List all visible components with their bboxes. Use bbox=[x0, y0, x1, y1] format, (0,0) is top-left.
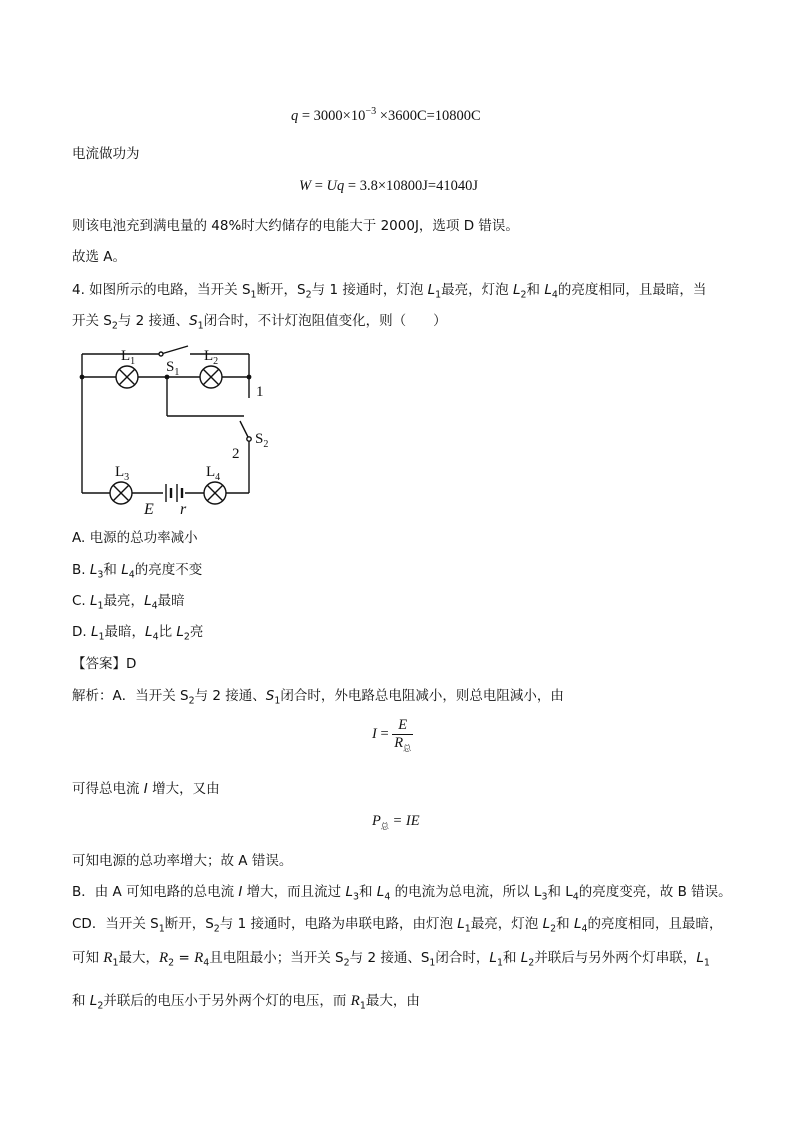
text: L bbox=[512, 282, 521, 298]
analysis-cd-1 bbox=[72, 914, 723, 934]
sub: 1 bbox=[703, 957, 710, 969]
text: L bbox=[89, 993, 98, 1009]
text: I bbox=[238, 884, 243, 900]
junction-node bbox=[247, 375, 252, 380]
label-emf: E bbox=[144, 501, 154, 518]
label-s2: $S_2$ bbox=[255, 431, 269, 450]
sub: 4 bbox=[551, 289, 558, 301]
text: 的亮度不变 bbox=[134, 562, 203, 578]
text: 最亮， bbox=[103, 593, 145, 609]
sub: 2 bbox=[168, 957, 175, 969]
text: 和 bbox=[103, 562, 122, 578]
text: 与 2 接通、 bbox=[194, 688, 266, 704]
text: L bbox=[544, 282, 552, 298]
lamp-l2 bbox=[200, 366, 222, 388]
switch-contact bbox=[247, 437, 251, 441]
text: 和 L bbox=[547, 884, 573, 900]
sub: 4 bbox=[128, 569, 135, 581]
sub: 1 bbox=[98, 631, 105, 643]
sub: 1 bbox=[496, 957, 503, 969]
formula-part: = 3000×10 bbox=[298, 108, 366, 124]
text: L bbox=[457, 916, 465, 932]
denominator bbox=[392, 734, 413, 752]
sub: 4 bbox=[151, 600, 158, 612]
text: 亮 bbox=[189, 624, 204, 640]
text: 的亮度变亮，故 B 错误。 bbox=[578, 884, 732, 900]
sub: 1 bbox=[429, 957, 436, 969]
text: R bbox=[103, 950, 113, 966]
text: 和 bbox=[72, 993, 90, 1009]
text: 最暗 bbox=[157, 593, 185, 609]
sub: 3 bbox=[541, 891, 548, 903]
text: L bbox=[427, 282, 436, 298]
formula-part: = bbox=[311, 178, 327, 194]
text: 增大，而且流过 bbox=[242, 884, 346, 900]
formula-var: P bbox=[372, 813, 381, 829]
switch-contact bbox=[159, 352, 163, 356]
sub: 1 bbox=[97, 600, 104, 612]
sub: 4 bbox=[152, 631, 159, 643]
formula-power bbox=[372, 813, 420, 830]
formula-part: = IE bbox=[388, 813, 420, 829]
text: D. bbox=[72, 624, 91, 640]
formula-ohm bbox=[372, 717, 413, 752]
sub: 4 bbox=[581, 923, 588, 935]
text: 最大，由 bbox=[365, 993, 420, 1009]
label-terminal-1: 1 bbox=[256, 384, 264, 400]
text: 最暗， bbox=[104, 624, 146, 640]
text: L bbox=[573, 916, 582, 932]
text: 与 1 接通时，灯泡 bbox=[311, 282, 428, 298]
sub: 2 bbox=[550, 923, 557, 935]
text: I bbox=[143, 781, 148, 797]
sub: 总 bbox=[403, 743, 412, 753]
analysis-b bbox=[72, 882, 732, 902]
text: 与 2 接通、 bbox=[117, 313, 190, 329]
text: 并联后的电压小于另外两个灯的电压，而 bbox=[103, 993, 351, 1009]
text: 比 bbox=[158, 624, 177, 640]
text: 与 1 接通时，电路为串联电路，由灯泡 bbox=[219, 916, 458, 932]
text: 的电流为总电流，所以 L bbox=[390, 884, 542, 900]
text: 的亮度相同，且最暗， bbox=[587, 916, 723, 932]
text: B．由 A 可知电路的总电流 bbox=[72, 884, 239, 900]
text: L bbox=[90, 593, 98, 609]
text: 可知 bbox=[72, 950, 104, 966]
sub: 总 bbox=[380, 821, 389, 831]
question-line-2 bbox=[72, 311, 447, 331]
analysis-current bbox=[72, 779, 220, 799]
text: L bbox=[90, 624, 99, 640]
circuit-diagram bbox=[60, 338, 290, 520]
switch-s2-blade bbox=[240, 421, 249, 439]
text: L bbox=[376, 884, 385, 900]
sub: 2 bbox=[97, 1000, 104, 1012]
text: L bbox=[89, 562, 98, 578]
answer: 【答案】D bbox=[72, 656, 137, 672]
text: R bbox=[194, 950, 204, 966]
text: = bbox=[174, 950, 195, 966]
sub: 1 bbox=[274, 695, 281, 707]
sub: 1 bbox=[250, 289, 257, 301]
formula-part: = 3.8×10800J=41040J bbox=[344, 178, 478, 194]
sub: 2 bbox=[305, 289, 312, 301]
text: 最亮，灯泡 bbox=[441, 282, 513, 298]
text: 可得总电流 bbox=[72, 781, 144, 797]
text: 与 2 接通、S bbox=[349, 950, 430, 966]
text: 4. 如图所示的电路，当开关 S bbox=[72, 282, 251, 298]
sub: 2 bbox=[213, 923, 220, 935]
sub: 1 bbox=[158, 923, 165, 935]
text: 闭合时，不计灯泡阻值变化，则（ ） bbox=[203, 313, 447, 329]
sub: 3 bbox=[352, 891, 359, 903]
formula-var: U bbox=[326, 178, 338, 194]
text: 的亮度相同，且最暗，当 bbox=[557, 282, 707, 298]
label-l2: $L_2$ bbox=[204, 348, 219, 367]
sub: 2 bbox=[183, 631, 190, 643]
lamp-l4 bbox=[204, 482, 226, 504]
text: 且电阻最小；当开关 S bbox=[209, 950, 344, 966]
lamp-l1 bbox=[116, 366, 138, 388]
text: L bbox=[489, 950, 497, 966]
sub: 1 bbox=[197, 320, 204, 332]
text: L bbox=[145, 624, 153, 640]
analysis-cd-2 bbox=[72, 948, 710, 968]
text: 和 bbox=[526, 282, 545, 298]
formula-var: R bbox=[394, 735, 404, 751]
text: 和 bbox=[502, 950, 521, 966]
text: S bbox=[189, 313, 198, 329]
label-s1: $S_1$ bbox=[166, 359, 180, 378]
text: 解析：A．当开关 S bbox=[72, 688, 189, 704]
text: 开关 S bbox=[72, 313, 112, 329]
work-label: 电流做功为 bbox=[72, 146, 140, 162]
sub: 4 bbox=[384, 891, 391, 903]
label-internal-resistance: r bbox=[180, 501, 187, 518]
text: L bbox=[345, 884, 353, 900]
label-l1: $L_1$ bbox=[121, 348, 136, 367]
text: 最亮，灯泡 bbox=[470, 916, 543, 932]
sub: 1 bbox=[435, 289, 442, 301]
sub: 4 bbox=[572, 891, 579, 903]
formula-part: = bbox=[376, 726, 393, 742]
text: 增大，又由 bbox=[147, 781, 220, 797]
formula-work bbox=[299, 178, 478, 195]
label-terminal-2: 2 bbox=[232, 446, 240, 462]
text: S bbox=[265, 688, 275, 704]
label-l3: $L_3$ bbox=[115, 464, 130, 483]
text: 闭合时，外电路总电阻减小，则总电阻減小，由 bbox=[280, 688, 564, 704]
text: 并联后与另外两个灯串联， bbox=[534, 950, 697, 966]
text: 和 bbox=[359, 884, 377, 900]
junction-node bbox=[80, 375, 85, 380]
text: 断开，S bbox=[256, 282, 306, 298]
text: 最大， bbox=[118, 950, 159, 966]
text: L bbox=[520, 950, 529, 966]
formula-var: W bbox=[299, 178, 312, 194]
text: B. bbox=[72, 562, 90, 578]
text: L bbox=[696, 950, 704, 966]
text: L bbox=[176, 624, 184, 640]
text: C. bbox=[72, 593, 91, 609]
label-l4: $L_4$ bbox=[206, 464, 221, 483]
text: R bbox=[158, 950, 169, 966]
sub: 2 bbox=[528, 957, 535, 969]
text: R bbox=[350, 993, 360, 1009]
sub: 2 bbox=[520, 289, 527, 301]
text: 和 bbox=[556, 916, 574, 932]
text: 闭合时， bbox=[435, 950, 490, 966]
sub: 3 bbox=[97, 569, 104, 581]
junction-node bbox=[165, 375, 170, 380]
sub: 1 bbox=[464, 923, 471, 935]
sub: 1 bbox=[112, 957, 119, 969]
question-line-1 bbox=[72, 280, 706, 300]
text: 断开，S bbox=[164, 916, 214, 932]
option-c bbox=[72, 591, 185, 611]
sub: 2 bbox=[343, 957, 350, 969]
energy-conclusion: 则该电池充到满电量的 48%时大约储存的电能大于 2000J，选项 D 错误。 bbox=[72, 218, 519, 234]
switch-s1-blade bbox=[161, 346, 188, 354]
sub: 2 bbox=[188, 695, 195, 707]
text: L bbox=[121, 562, 129, 578]
formula-part: ×3600C=10800C bbox=[376, 108, 481, 124]
sub: 1 bbox=[359, 1000, 366, 1012]
formula-charge bbox=[291, 108, 481, 125]
formula-var: q bbox=[337, 178, 345, 194]
text: L bbox=[542, 916, 551, 932]
analysis-cd-3 bbox=[72, 991, 420, 1011]
analysis-power: 可知电源的总功率增大；故 A 错误。 bbox=[72, 853, 293, 869]
formula-var: q bbox=[291, 108, 299, 124]
fraction bbox=[392, 717, 413, 752]
analysis-line-1 bbox=[72, 686, 564, 706]
formula-exponent: −3 bbox=[365, 106, 377, 118]
option-d bbox=[72, 622, 203, 642]
text: L bbox=[144, 593, 152, 609]
sub: 4 bbox=[203, 957, 210, 969]
lamp-l3 bbox=[110, 482, 132, 504]
option-b bbox=[72, 560, 202, 580]
formula-var: I bbox=[372, 726, 377, 742]
sub: 2 bbox=[111, 320, 118, 332]
option-a: A. 电源的总功率减小 bbox=[72, 530, 198, 546]
choose-a: 故选 A。 bbox=[72, 249, 127, 265]
text: CD．当开关 S bbox=[72, 916, 159, 932]
numerator: E bbox=[398, 717, 408, 733]
